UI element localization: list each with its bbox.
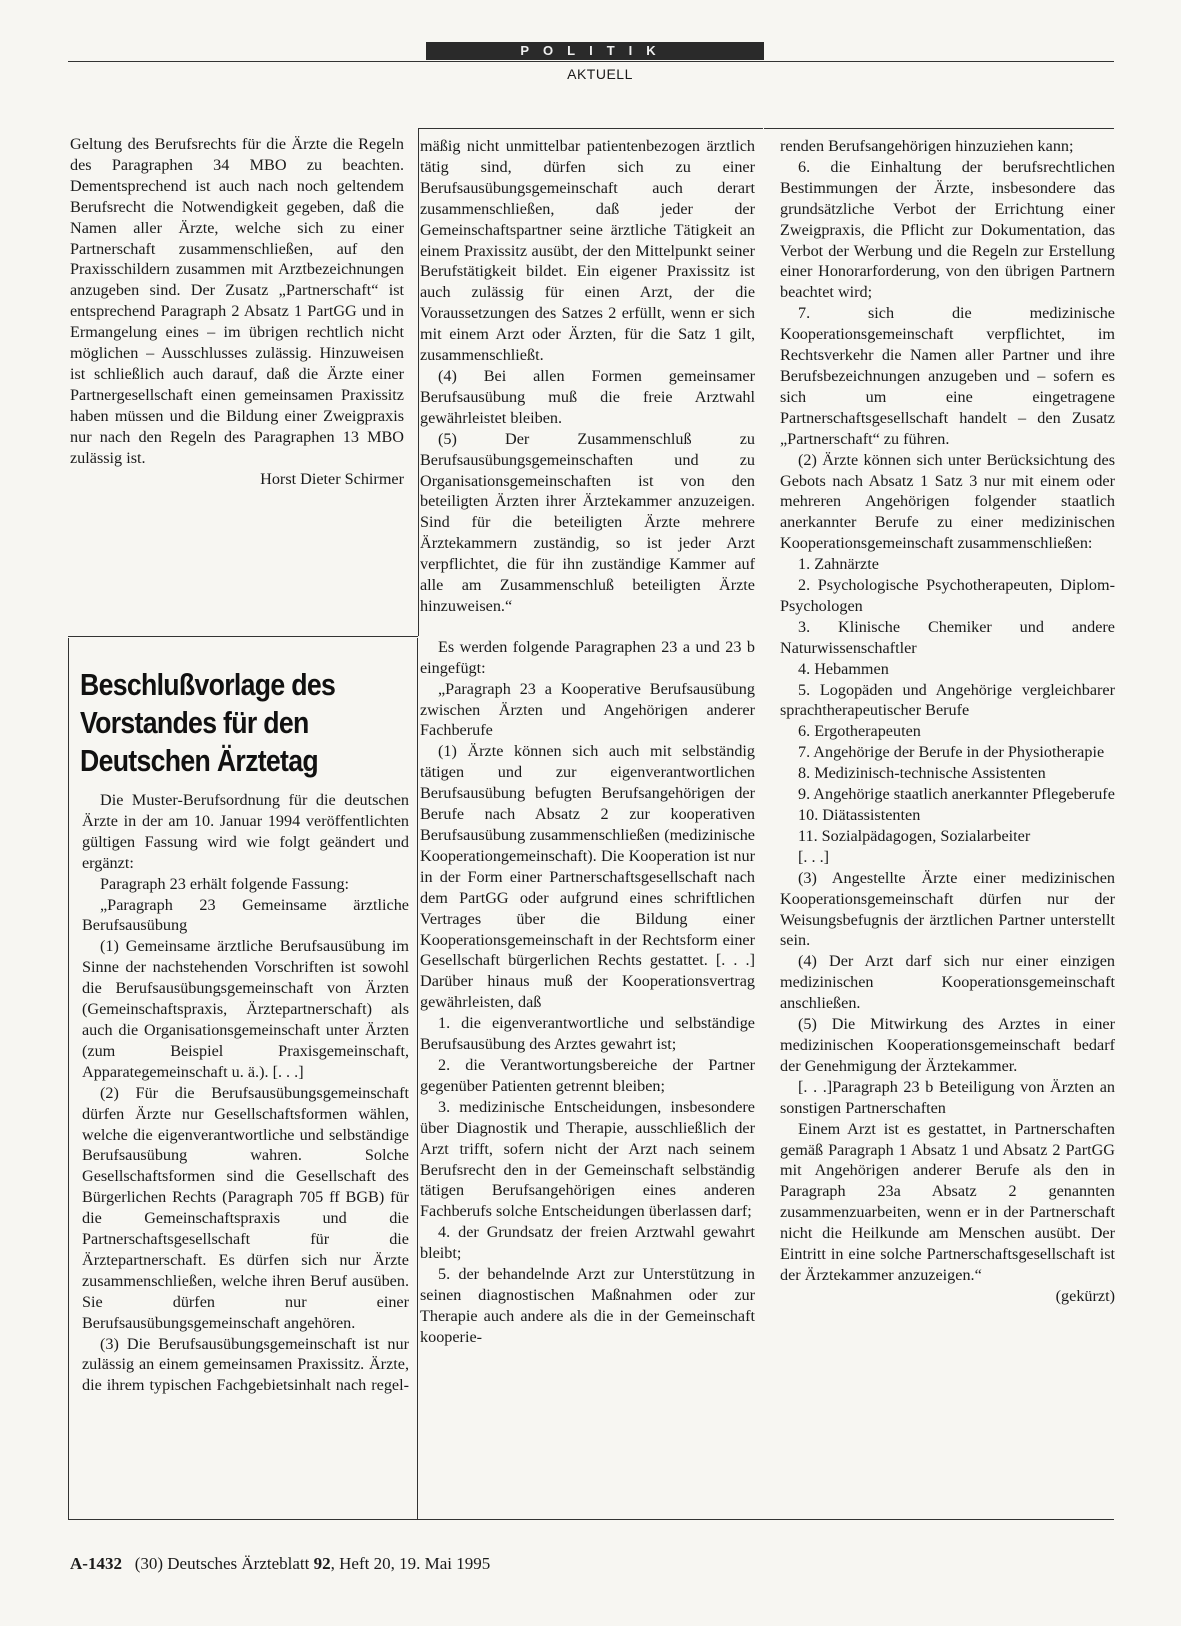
article-headline [80, 666, 364, 780]
paragraph: 10. Diätassistenten [798, 806, 921, 824]
paragraph: (2) Ärzte können sich unter Berücksichtung des Gebots nach Absatz 1 Satz 3 nur mit einem oder mehreren Angehörigen folgender staatlich anerkannter Berufe zu einer medizinischen Kooperationsgemeinschaft zusammenschließen: [780, 450, 1115, 553]
column-divider [418, 128, 419, 636]
paragraph: renden Berufsangehörigen hinzuziehen kann; [780, 137, 1074, 155]
paragraph: (4) Der Arzt darf sich nur einer einzigen medizinischen Kooperationsgemeinschaft anschließen. [780, 952, 1115, 1013]
paragraph: 5. der behandelnde Arzt zur Unterstützung in seinen diagnostischen Maßnahmen oder zur Therapie auch andere als die in der Gemeinschaft kooperie- [420, 1265, 755, 1346]
paragraph: 11. Sozialpädagogen, Sozialarbeiter [798, 826, 1031, 845]
paragraph: Es werden folgende Paragraphen 23 a und 23 b eingefügt: [420, 637, 755, 677]
article-body-column-3 [780, 136, 1115, 1307]
page-code: A-1432 [70, 1554, 122, 1573]
paragraph: (4) Bei allen Formen gemeinsamer Berufsausübung muß die freie Arztwahl gewährleistet bleiben. [420, 366, 755, 427]
headline-line: Vorstandes für den [80, 705, 309, 740]
journal-name: Deutsches Ärzteblatt [167, 1554, 310, 1573]
issue-info: , Heft 20, 19. Mai 1995 [330, 1554, 491, 1573]
page-footer [70, 1554, 490, 1574]
paragraph: „Paragraph 23 a Kooperative Berufsausübung zwischen Ärzten und Angehörigen anderer Fachberufe [420, 679, 755, 740]
paragraph: Geltung des Berufsrechts für die Ärzte die Regeln des Paragraphen 34 MBO zu beachten. Dementsprechend ist auch nach noch geltendem Berufsrecht die Notwendigkeit gegeben, daß die Namen aller Ärzte, welche sich zu einer Partnerschaft zusammenschließen, auf den Praxisschildern zusammen mit Arztbezeichnungen anzugeben sind. Der Zusatz „Partnerschaft“ ist entsprechend Paragraph 2 Absatz 1 PartGG und in Ermangelung eines – im übrigen rechtlich nicht möglichen – Ausschlusses zulässig. Hinzuweisen ist schließlich auch darauf, daß die Ärzte einer Partnergesellschaft einen gemeinsamen Praxissitz haben müssen und die Bildung einer Zweigpraxis nur nach den Regeln des Paragraphen 13 MBO zulässig ist. [70, 135, 404, 467]
column-1-text [70, 134, 404, 489]
paragraph: 1. die eigenverantwortliche und selbständige Berufsausübung des Arztes gewahrt ist; [420, 1014, 755, 1054]
paragraph: 3. medizinische Entscheidungen, insbesondere über Diagnostik und Therapie, ausschließlich der Arzt trifft, sofern nicht der Arzt nach seinem Berufsrecht den in der Gemeinschaft selbständig tätigen Berufsangehörigen eines anderen Fachberufs solche Entscheidungen überlassen darf; [420, 1097, 755, 1221]
paragraph: Die Muster-Berufsordnung für die deutschen Ärzte in der am 10. Januar 1994 veröffentlichten gültigen Fassung wird wie folgt geändert und ergänzt: [82, 791, 409, 872]
column-rule-top-right [764, 128, 1114, 129]
article-body-column-1 [82, 790, 409, 1396]
paragraph: mäßig nicht unmittelbar patientenbezogen ärztlich tätig sind, dürfen sich zu einer Berufsausübungsgemeinschaft auch derart zusammenschließen, daß jeder der Gemeinschaftspartner seine ärztliche Tätigkeit an einem Praxissitz ausübt, der den Mittelpunkt seiner Berufstätigkeit bildet. Ein eigener Praxissitz ist auch zulässig für einen Arzt, der die Voraussetzungen des Satzes 2 erfüllt, wenn er sich mit einem Arzt oder Ärzten, für die Satz 1 gilt, zusammenschließt. [420, 137, 755, 365]
paragraph: (1) Ärzte können sich auch mit selbständig tätigen und zur eigenverantwortlichen Berufsausübung befugten Berufsangehörigen der Berufe nach Absatz 2 zur kooperativen Berufsausübung zusammenschließen (medizinische Kooperationgemeinschaft). Die Kooperation ist nur in der Form einer Partnerschaftsgesellschaft nach dem PartGG oder aufgrund eines schriftlichen Vertrages über die Bildung einer Kooperationsgemeinschaft in der Rechtsform einer Gesellschaft bürgerlichen Rechts gestattet. [. . .] Darüber hinaus muß der Kooperationsvertrag gewährleisten, daß [420, 742, 755, 1012]
paragraph: (5) Der Zusammenschluß zu Berufsausübungsgemeinschaften und zu Organisationsgemeinschaften ist von den beteiligten Ärzten ihrer Ärztekammer anzuzeigen. Sind für die beteiligten Ärzte mehrere Ärztekammern zuständig, so ist jeder Arzt verpflichtet, die für ihn zuständige Kammer auf alle am Zusammenschluß beteiligten Ärzte hinzuweisen.“ [420, 429, 755, 615]
paragraph: 6. die Einhaltung der berufsrechtlichen Bestimmungen der Ärzte, insbesondere das grundsätzliche Verbot der Errichtung einer Zweigpraxis, die Pflicht zur Dokumentation, das Verbot der Werbung und die Regeln zur Erstellung einer Honorarforderung, von den übrigen Partnern beachtet wird; [780, 157, 1115, 302]
paragraph: Einem Arzt ist es gestattet, in Partnerschaften gemäß Paragraph 1 Absatz 1 und Absatz 2 PartGG mit Angehörigen anderer Berufe als den in Paragraph 23a Absatz 2 genannten zusammenzuarbeiten, wenn er in der Partnerschaft nicht die Heilkunde am Menschen ausübt. Der Eintritt in eine solche Partnerschaftsgesellschaft ist der Ärztekammer anzuzeigen.“ [780, 1119, 1115, 1284]
paragraph: [. . .]Paragraph 23 b Beteiligung von Ärzten an sonstigen Partnerschaften [780, 1077, 1115, 1117]
paragraph: 8. Medizinisch-technische Assistenten [798, 764, 1046, 783]
paragraph: 7. Angehörige der Berufe in der Physiotherapie [798, 743, 1105, 762]
page-number: (30) [134, 1554, 164, 1573]
paragraph: 6. Ergotherapeuten [798, 722, 921, 741]
paragraph: 2. Psychologische Psychotherapeuten, Diplom-Psychologen [780, 576, 1115, 615]
paragraph: 5. Logopäden und Angehörige vergleichbarer sprachtherapeutischer Berufe [780, 680, 1115, 720]
column-rule-top [418, 128, 763, 129]
header-rule [68, 61, 1114, 62]
headline-line: Beschlußvorlage des [80, 667, 336, 702]
headline-line: Deutschen Ärztetag [80, 743, 318, 778]
column1-bottom-rule [68, 636, 418, 637]
paragraph: Paragraph 23 erhält folgende Fassung: [100, 874, 350, 893]
paragraph: 1. Zahnärzte [798, 555, 879, 574]
paragraph: (1) Gemeinsame ärztliche Berufsausübung im Sinne der nachstehenden Vorschriften ist sowohl die Berufsausübungsgemeinschaft von Ärzten (Gemeinschaftspraxis, Ärztepartnerschaft) als auch die Organisationsgemeinschaft unter Ärzten (zum Beispiel Praxisgemeinschaft, Apparategemeinschaft u. ä.). [. . .] [82, 937, 409, 1081]
article-bottom-rule [418, 1519, 1114, 1520]
subsection-label: AKTUELL [567, 66, 633, 82]
paragraph: 2. die Verantwortungsbereiche der Partner gegenüber Patienten getrennt bleiben; [420, 1055, 755, 1095]
section-header-politik: POLITIK [426, 42, 764, 60]
paragraph: (3) Angestellte Ärzte einer medizinischen Kooperationsgemeinschaft dürfen nur der Weisungsbefugnis der ärztlichen Partner unterstellt sein. [780, 868, 1115, 950]
paragraph: (gekürzt) [1055, 1286, 1115, 1305]
paragraph: Horst Dieter Schirmer [260, 469, 404, 488]
paragraph: [. . .] [798, 847, 830, 866]
paragraph: (3) Die Berufsausübungsgemeinschaft ist nur zulässig an einem gemeinsamen Praxissitz. Ärzte, die ihrem typischen Fachgebietsinhalt nach regel- [82, 1334, 409, 1395]
paragraph: 9. Angehörige staatlich anerkannter Pflegeberufe [798, 785, 1115, 804]
paragraph: 3. Klinische Chemiker und andere Naturwissenschaftler [780, 617, 1115, 657]
paragraph: 7. sich die medizinische Kooperationsgemeinschaft verpflichtet, im Rechtsverkehr die Namen aller Partner und ihre Berufsbezeichnungen anzugeben und – sofern es sich um eine eingetragene Partnerschaftsgesellschaft handelt – den Zusatz „Partnerschaft“ zu führen. [780, 304, 1115, 448]
article-body-column-2 [420, 136, 755, 1348]
paragraph: 4. der Grundsatz der freien Arztwahl gewahrt bleibt; [420, 1223, 755, 1263]
paragraph: (2) Für die Berufsausübungsgemeinschaft dürfen Ärzte nur Gesellschaftsformen wählen, welche die eigenverantwortliche und selbständige Berufsausübung wahren. Solche Gesellschaftsformen sind die Gesellschaft des Bürgerlichen Rechts (Paragraph 705 ff BGB) für die Gemeinschaftspraxis und die Partnerschaftsgesellschaft für die Ärztepartnerschaft. Es dürfen sich nur Ärzte zusammenschließen, welche ihren Beruf ausüben. Sie dürfen nur einer Berufsausübungsgemeinschaft angehören. [82, 1083, 409, 1332]
paragraph-spacer [420, 617, 755, 637]
paragraph: „Paragraph 23 Gemeinsame ärztliche Berufsausübung [82, 895, 409, 935]
volume-number: 92 [313, 1554, 331, 1573]
paragraph: 4. Hebammen [798, 659, 889, 678]
paragraph: (5) Die Mitwirkung des Arztes in einer medizinischen Kooperationsgemeinschaft bedarf der Genehmigung der Ärztekammer. [780, 1015, 1115, 1075]
